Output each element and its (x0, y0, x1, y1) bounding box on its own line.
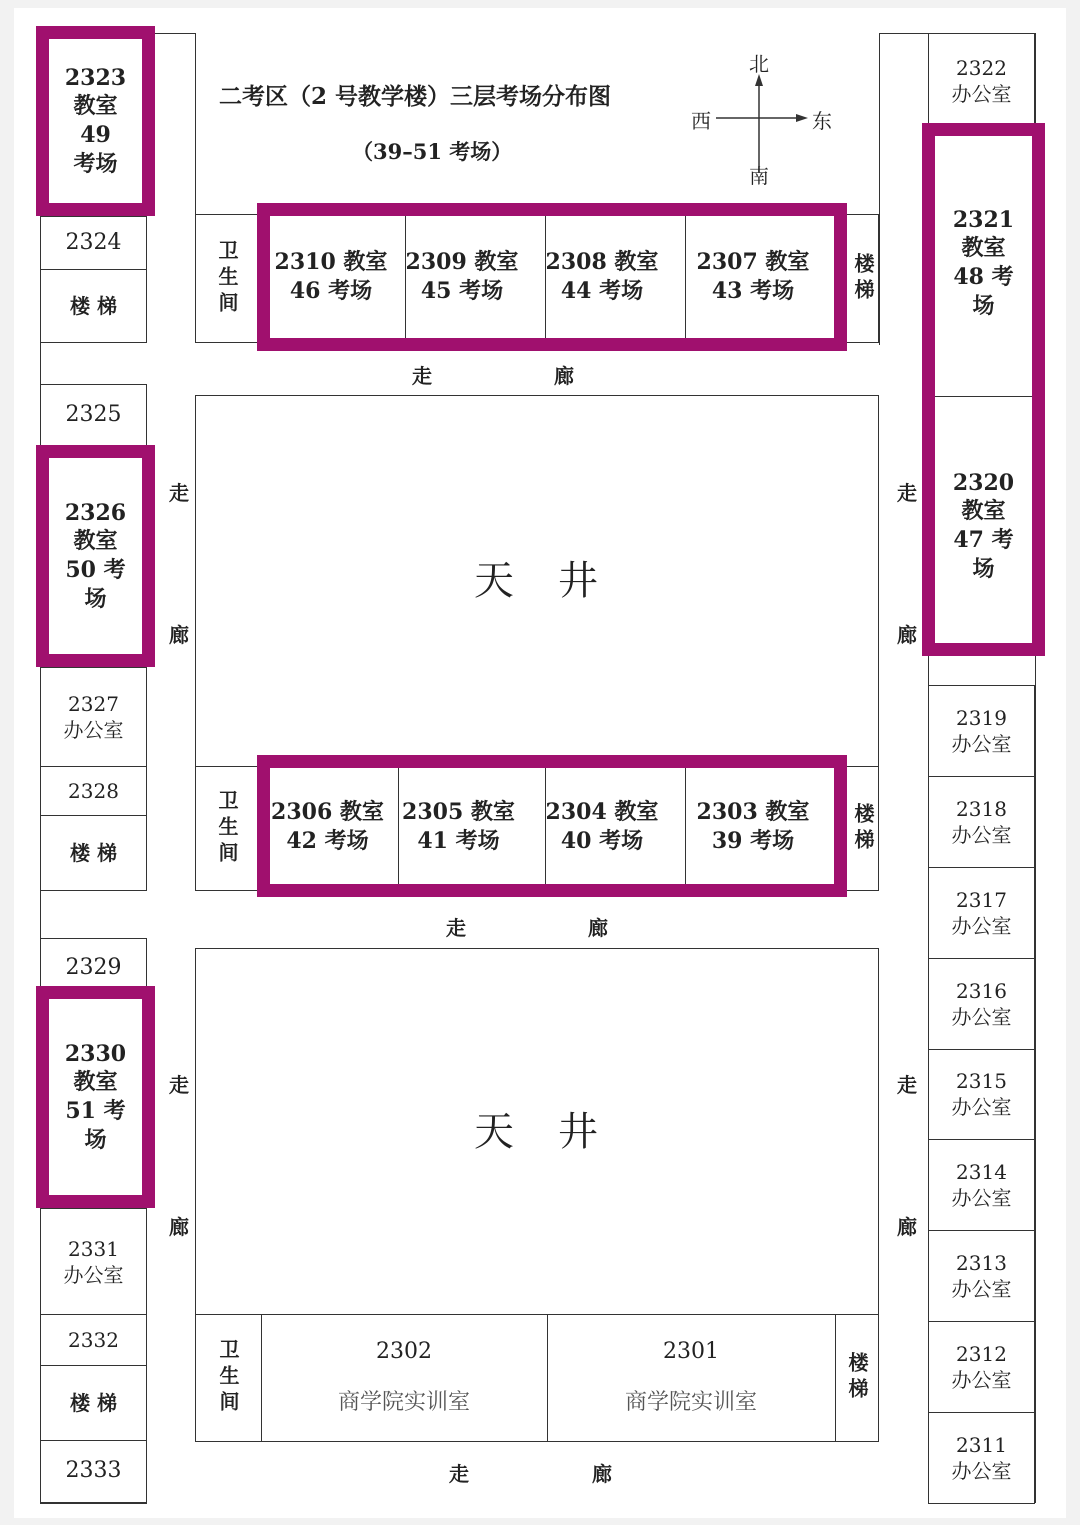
room-2324 (40, 216, 147, 270)
room-number: 2316 (956, 978, 1007, 1003)
room-2321 (935, 138, 1032, 388)
stairs-south: 楼梯 (845, 1352, 869, 1404)
corridor-w1-bottom: 廊 (169, 623, 189, 647)
corridor-m-left: 走 (446, 916, 466, 940)
exam-number: 49 (80, 122, 111, 148)
room-purpose: 46 考场 (289, 278, 373, 304)
room-type: 办公室 (63, 718, 124, 742)
atrium-label: 天 井 (474, 1108, 600, 1155)
room-type: 教室 (73, 93, 118, 120)
stairs-label: 楼 梯 (70, 841, 117, 865)
room-purpose: 42 考场 (286, 828, 369, 854)
exam-label: 场 (972, 555, 995, 582)
corridor-w1-top: 走 (169, 481, 189, 505)
exam-room-2308 (532, 216, 672, 338)
exam-room-2302 (261, 1314, 547, 1442)
corridor-e1-top: 走 (897, 481, 917, 505)
compass-north: 北 (749, 52, 769, 76)
corridor-e2-bottom: 廊 (897, 1215, 917, 1239)
stairs-nw (40, 269, 147, 343)
room-2320 (935, 406, 1032, 646)
exam-room-2309 (392, 216, 532, 338)
room-type: 办公室 (951, 731, 1012, 756)
room-number: 2322 (956, 55, 1007, 80)
room-2317 (928, 867, 1035, 959)
corridor-w2-top: 走 (169, 1073, 189, 1097)
exam-number: 48 考 (953, 264, 1014, 290)
exam-number: 50 考 (65, 557, 126, 583)
corridor-s-right: 廊 (592, 1462, 612, 1486)
room-number: 2305 教室 (402, 799, 515, 826)
room-type: 办公室 (63, 1262, 124, 1287)
exam-label: 场 (84, 1126, 107, 1153)
room-number: 2320 (952, 469, 1015, 496)
exam-label: 场 (84, 585, 107, 612)
stairs-sw (40, 1365, 147, 1441)
room-2312 (928, 1321, 1035, 1413)
exam-label: 考场 (73, 150, 118, 177)
stairs-north: 楼梯 (851, 252, 875, 305)
room-2319 (928, 685, 1035, 777)
room-purpose: 44 考场 (560, 278, 644, 304)
atrium-south (195, 948, 879, 1315)
room-number: 2310 教室 (274, 249, 388, 276)
room-number: 2301 (663, 1339, 719, 1365)
room-2314 (928, 1139, 1035, 1231)
room-number: 2321 (952, 206, 1015, 233)
room-type: 办公室 (951, 1186, 1012, 1211)
room-2326 (36, 445, 155, 667)
room-2313 (928, 1230, 1035, 1322)
room-type: 办公室 (951, 913, 1012, 938)
room-2318 (928, 776, 1035, 868)
room-type: 教室 (73, 528, 118, 555)
room-2316 (928, 958, 1035, 1050)
room-number: 2318 (956, 796, 1007, 821)
exam-room-2306 (270, 768, 385, 886)
room-purpose: 商学院实训室 (624, 1390, 757, 1415)
room-number: 2315 (956, 1069, 1007, 1094)
room-type: 教室 (961, 498, 1006, 525)
corridor-n-left: 走 (412, 364, 432, 388)
room-type: 办公室 (951, 1004, 1012, 1029)
floor-plan-page (14, 8, 1066, 1518)
exam-label: 场 (972, 292, 995, 319)
room-purpose: 45 考场 (420, 278, 504, 304)
room-type: 办公室 (951, 1277, 1012, 1302)
room-number: 2331 (68, 1236, 119, 1261)
room-type: 教室 (961, 235, 1006, 262)
room-2332 (40, 1314, 147, 1366)
room-2325 (40, 384, 147, 446)
room-number: 2304 教室 (545, 799, 659, 826)
room-type: 办公室 (951, 1459, 1012, 1484)
exam-room-2307 (672, 216, 834, 338)
room-2328 (40, 766, 147, 816)
room-number: 2314 (956, 1160, 1007, 1185)
south-room-row (261, 1314, 835, 1442)
north-room-row (270, 216, 834, 338)
atrium-label: 天 井 (474, 558, 600, 604)
exam-room-2305 (385, 768, 532, 886)
room-number: 2317 (956, 887, 1007, 912)
room-number: 2306 教室 (271, 799, 384, 826)
room-purpose: 41 考场 (417, 828, 500, 854)
compass-east: 东 (812, 109, 832, 133)
room-number: 2307 教室 (696, 249, 810, 276)
room-purpose: 39 考场 (711, 828, 795, 854)
room-number: 2312 (956, 1342, 1007, 1367)
room-number: 2333 (65, 1458, 122, 1484)
room-number: 2319 (956, 705, 1007, 730)
room-2323 (36, 26, 155, 216)
room-number: 2326 (64, 499, 127, 526)
room-number: 2302 (376, 1339, 432, 1365)
corridor-e2-top: 走 (897, 1073, 917, 1097)
exam-number: 51 考 (65, 1098, 126, 1124)
room-2315 (928, 1049, 1035, 1141)
room-number: 2332 (68, 1328, 119, 1352)
compass (684, 48, 834, 188)
room-type: 教室 (73, 1069, 118, 1096)
corridor-s-left: 走 (449, 1462, 469, 1486)
toilet-middle: 卫生间 (215, 789, 239, 868)
exam-room-2301 (547, 1314, 835, 1442)
room-number: 2309 教室 (405, 249, 519, 276)
room-2330 (36, 986, 155, 1208)
corridor-w2-bottom: 廊 (169, 1215, 189, 1239)
corridor-e1-bottom: 廊 (897, 623, 917, 647)
room-type: 办公室 (951, 1368, 1012, 1393)
room-number: 2311 (956, 1433, 1007, 1458)
room-number: 2313 (956, 1251, 1007, 1276)
room-purpose: 40 考场 (560, 828, 644, 854)
room-type: 办公室 (951, 822, 1012, 847)
toilet-north: 卫生间 (215, 239, 239, 318)
room-2333 (40, 1440, 147, 1503)
room-type: 办公室 (951, 81, 1012, 106)
atrium-north (195, 395, 879, 767)
exam-room-2310 (270, 216, 392, 338)
room-type: 办公室 (951, 1095, 1012, 1120)
room-number: 2324 (65, 229, 122, 255)
corridor-n-right: 廊 (554, 364, 574, 388)
room-number: 2308 教室 (545, 249, 659, 276)
compass-south: 南 (749, 164, 769, 188)
room-number: 2330 (64, 1040, 127, 1067)
room-number: 2325 (65, 401, 122, 427)
room-2311 (928, 1412, 1035, 1504)
room-number: 2329 (65, 954, 122, 980)
room-number: 2303 教室 (696, 799, 810, 826)
room-number: 2327 (68, 692, 119, 716)
room-purpose: 43 考场 (711, 278, 795, 304)
compass-west: 西 (691, 109, 711, 133)
middle-room-row (270, 768, 834, 886)
room-number: 2323 (64, 64, 127, 91)
stairs-label: 楼 梯 (70, 294, 117, 318)
stairs-label: 楼 梯 (70, 1391, 117, 1415)
room-2322 (928, 33, 1035, 128)
stairs-w (40, 815, 147, 891)
exam-number: 47 考 (953, 527, 1014, 553)
room-purpose: 商学院实训室 (337, 1390, 470, 1415)
corridor-m-right: 廊 (588, 916, 608, 940)
exam-room-2303 (672, 768, 834, 886)
room-2327 (40, 667, 147, 767)
stairs-middle: 楼梯 (851, 802, 875, 855)
room-number: 2328 (68, 779, 119, 803)
right-office-list (928, 685, 1035, 1503)
toilet-south: 卫生间 (216, 1339, 240, 1417)
exam-room-2304 (532, 768, 672, 886)
page-title: 二考区（2 号教学楼）三层考场分布图 (219, 83, 612, 110)
room-2331 (40, 1208, 147, 1315)
page-subtitle: （39–51 考场） (352, 139, 513, 164)
